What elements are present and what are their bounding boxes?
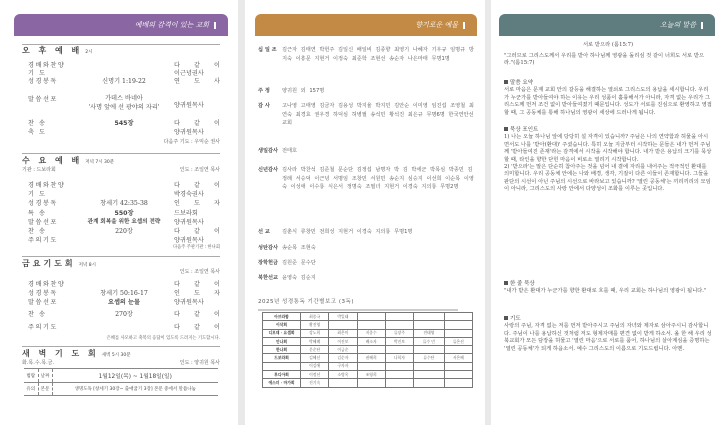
program-row: 경배와찬양 다 같 이 — [28, 182, 220, 189]
prayer-text: 사랑의 주님, 자격 없는 저를 먼저 받아주시고 주님의 자녀와 제자로 삼아주시니 감사합니다. 주님이 나를 용납하신 것처럼 저도 형제자매를 편견 없이 받게 하소서. 올 한 해 우리 성북교회가 모든 담장을 허물고 '열린 마음'으로 서로를 품어, 하나님의 살아계심을 증명하는 '열린 공동체'가 되게 하옵소서. 예수 그리스도의 이름으로 기도드립니다. 아멘. — [504, 323, 712, 352]
offering-row: 생일감사 전태호 — [258, 148, 298, 154]
bookmark-icon — [463, 22, 465, 29]
program-row: 특 송 550장 드보라회 — [28, 210, 198, 217]
bookmark-icon — [214, 22, 216, 29]
one-line-section — [504, 281, 712, 296]
table-row: 아브라함 최종국 박일태 — [263, 313, 473, 321]
meditation-section — [504, 127, 712, 194]
banner-todays-word: 오늘의 말씀 — [499, 14, 715, 36]
table-row: 드보라회 김혜선 김순자 권혜희 나희자 류수단 서은혜 — [263, 354, 473, 362]
dawn-leader: 인도 : 양귀원 목사 — [179, 360, 220, 366]
table-row: 디모데 · 요셉회 강노희 최은미 지종수 류장주 전태영 — [263, 329, 473, 337]
bulletin-page-worship — [0, 0, 238, 425]
wednesday-note: 다음주 주관기관 : 한나회 — [172, 245, 220, 250]
program-row: 성경봉독 창세기 42:35-38 인 도 자 — [28, 200, 220, 207]
program-row: 말씀선포 가데스 바네아 '사명 앞에 선 광야의 자리' 양귀원목사 — [28, 95, 204, 111]
dawn-title: 새 벽 기 도 회 새벽 5시 30분 — [22, 349, 131, 358]
bible-reading-report-table — [262, 312, 473, 388]
table-row: 이김애 구자자 — [263, 362, 473, 370]
program-row: 경배와찬양 다 같 이 — [28, 62, 220, 69]
program-row: 성경봉독 창세기 50:16-17 인 도 자 — [28, 290, 220, 297]
bookmark-icon — [701, 22, 703, 29]
meditation-point-2: 2) '받으라'는 말은 단순히 참아주는 것을 넘어 내 곁에 자리를 내어주는 적극적인 환대를 의미합니다. 우리 공동체 안에는 나와 배경, 생각, 기질이 다른 이들이 존재합니다. 그들을 판단의 시선이 아닌 주님의 시선으로 바라보고 있습니까? '열린 공동체'는 끼리끼리의 모임이 아니라, 그리스도의 사랑 안에서 다양성이 조화를 이루는 곳입니다. — [504, 164, 711, 193]
friday-title: 금요기도회 저녁 8시 — [22, 259, 96, 268]
one-line-text: "내가 받은 환대가 누군가를 향한 환대로 흐를 때, 우리 교회는 하나님의 영광이 됩니다." — [504, 288, 707, 295]
table-row: 이삭회 황진영 — [263, 321, 473, 329]
program-row: 기 도 이근녕권사 — [28, 70, 204, 77]
offering-row: 장학헌금 김원준 문수단 — [258, 260, 316, 266]
friday-leader: 인도 : 조일연 목사 — [179, 269, 220, 275]
bulletin-page-sermon — [491, 0, 725, 425]
program-row: 성경봉독 신명기 1:19-22 연 도 사 — [28, 78, 220, 85]
program-row: 주의기도 양귀원목사 — [28, 237, 204, 244]
offering-row: 십 일 조 김근자 김태연 박헌주 김일신 배일비 김종향 최영기 나혜자 기우규 임명규 방지숙 이흥문 지현거 이정숙 최준학 조현선 송순자 나은마태 무명1명 — [258, 47, 474, 62]
meditation-heading: 묵상 포인트 — [504, 127, 712, 134]
sermon-title: 서로 받으라 (롬15:7) — [582, 42, 634, 48]
prayer-heading: 기도 — [504, 316, 712, 323]
offering-row: 주 정 양귀원 외 157명 — [258, 88, 325, 94]
afternoon-title: 오 후 예 배 2시 — [22, 46, 93, 55]
table-row: 범람 날짜 1월12일(목) ~ 1월18일(일) — [24, 369, 218, 383]
program-row: 찬 송 220장 다 같 이 — [28, 228, 220, 235]
table-row: 유의 본문 생명도독 [창세기 30장~ 출애굽기 3장] 본문 중에서 말씀나눔 — [24, 383, 218, 396]
program-row: 축 도 양귀원목사 — [28, 129, 204, 136]
program-row: 찬 송 545장 다 같 이 — [28, 120, 220, 127]
wednesday-host: 기관 : 드보라회 — [22, 167, 56, 173]
program-row: 말씀선포 요셉의 눈물 양귀원목사 — [28, 299, 204, 306]
program-row: 경배와찬양 다 같 이 — [28, 281, 220, 288]
meditation-point-1: 1) 나는 오늘 하나님 앞에 당당히 설 자격이 있습니까? 주님은 나의 연약함과 허물을 아시면서도 나를 '받아(환대)' 주셨습니다. 특히 오늘 지금부터 시작하는 문들은 내가 먼저 주님께 '받아들여진 존재'라는 감격에서 시작을 시작해야 합니다. 내가 받은 용납의 크기를 묵상할 때, 타인을 향한 닫힌 마음이 비로소 열리기 시작합니다. — [504, 134, 712, 163]
square-bullet-icon — [504, 316, 508, 320]
offering-row: 성탄감사 송순목 조현숙 — [258, 245, 316, 251]
afternoon-note: 다음주 기도 : 우익순 권사 — [163, 139, 220, 145]
dawn-days: 화.목.수.목.금. — [22, 360, 55, 366]
prayer-section — [504, 316, 712, 353]
wednesday-title: 수 요 예 배 저녁 7시 30분 — [22, 156, 115, 165]
program-row: 주의기도 다 같 이 — [28, 324, 220, 331]
one-line-heading: 한 줄 묵상 — [504, 281, 712, 288]
square-bullet-icon — [504, 281, 508, 285]
report-title: 2025년 성경통독 기간별보고 (3독) — [258, 299, 354, 305]
offering-row: 선 교 김춘식 류창민 전희성 지현거 이경숙 지의룡 무명1명 — [258, 229, 413, 235]
divider — [22, 256, 220, 257]
sermon-verse: "그러므로 그리스도께서 우리를 받아 하나님께 영광을 돌리심 것 같이 너희도 서로 받으라."(롬15:7) — [504, 53, 705, 67]
table-row: 한나회 문순단 이금순 — [263, 346, 473, 354]
summary-heading: 말씀 요약 — [504, 80, 712, 87]
offering-row: 신년감사 김사라 박찬석 김준철 문순단 김정섭 남명자 박 김 박세군 박목심 박종민 김정례 서승덕 이근녕 서명임 조창민 서원민 송순지 심승지 이선희 이순목 이영숙 이성애 이수룡 식은서 정명숙 조필녀 지현거 이경숙 지의룡 무명2명 — [258, 167, 474, 190]
summary-section — [504, 80, 712, 117]
banner-worship: 예배의 감격이 있는 교회 — [14, 14, 228, 36]
offering-row: 감 사 고나영 고태영 김금자 김용성 박지율 박지민 김안순 이미영 임진섭 조영철 최연숙 최경효 권우경 하덕심 허병필 송석민 황석진 최은규 무명6명 한국연안선교회 — [258, 103, 474, 126]
banner-offerings: 향기로운 예물 — [255, 14, 477, 36]
table-row: 에스더 · 마가회 진기숙 — [263, 379, 473, 387]
wednesday-leader: 인도 : 조일연 목사 — [179, 167, 220, 173]
friday-note: 은혜를 사모하고 축복의 응답이 있도록 드려지는 기도합시다. — [106, 336, 220, 341]
square-bullet-icon — [504, 80, 508, 84]
divider — [258, 309, 458, 311]
program-row: 기 도 박경숙권사 — [28, 191, 204, 198]
program-row: 말씀선포 관계 회복을 위한 요셉의 전략 양귀원목사 — [28, 219, 204, 226]
square-bullet-icon — [504, 127, 508, 131]
program-row: 찬 송 270장 다 같 이 — [28, 311, 220, 318]
offering-row: 북한선교 윤영숙 김순지 — [258, 275, 316, 281]
divider — [22, 153, 220, 154]
divider — [22, 346, 220, 347]
dawn-schedule-table — [24, 368, 218, 396]
bulletin-page-offerings — [245, 0, 485, 425]
summary-text: 서로 마음은 문제 교회 안의 갈등을 해결하는 열쇠로 그리스도의 용납을 세시합니다. 우리가 누군가를 받아들여야 하는 이유는 우리 성품이 훌륭해서가 아니라, 자격 없는 우리가 그리스도께 먼저 조건 없이 받아들여졌기 때문입니다. 성도가 서로를 진심으로 환영하고 영접할 때, 그 공동체를 통해 하나님의 영광이 세상에 드러나게 됩니다. — [504, 87, 712, 116]
table-row: 루디아회 이정선 소병옥 조영희 — [263, 371, 473, 379]
table-row: 안나회 박혜례 이진보 배소자 박진보 류수 민 류은선 — [263, 337, 473, 345]
